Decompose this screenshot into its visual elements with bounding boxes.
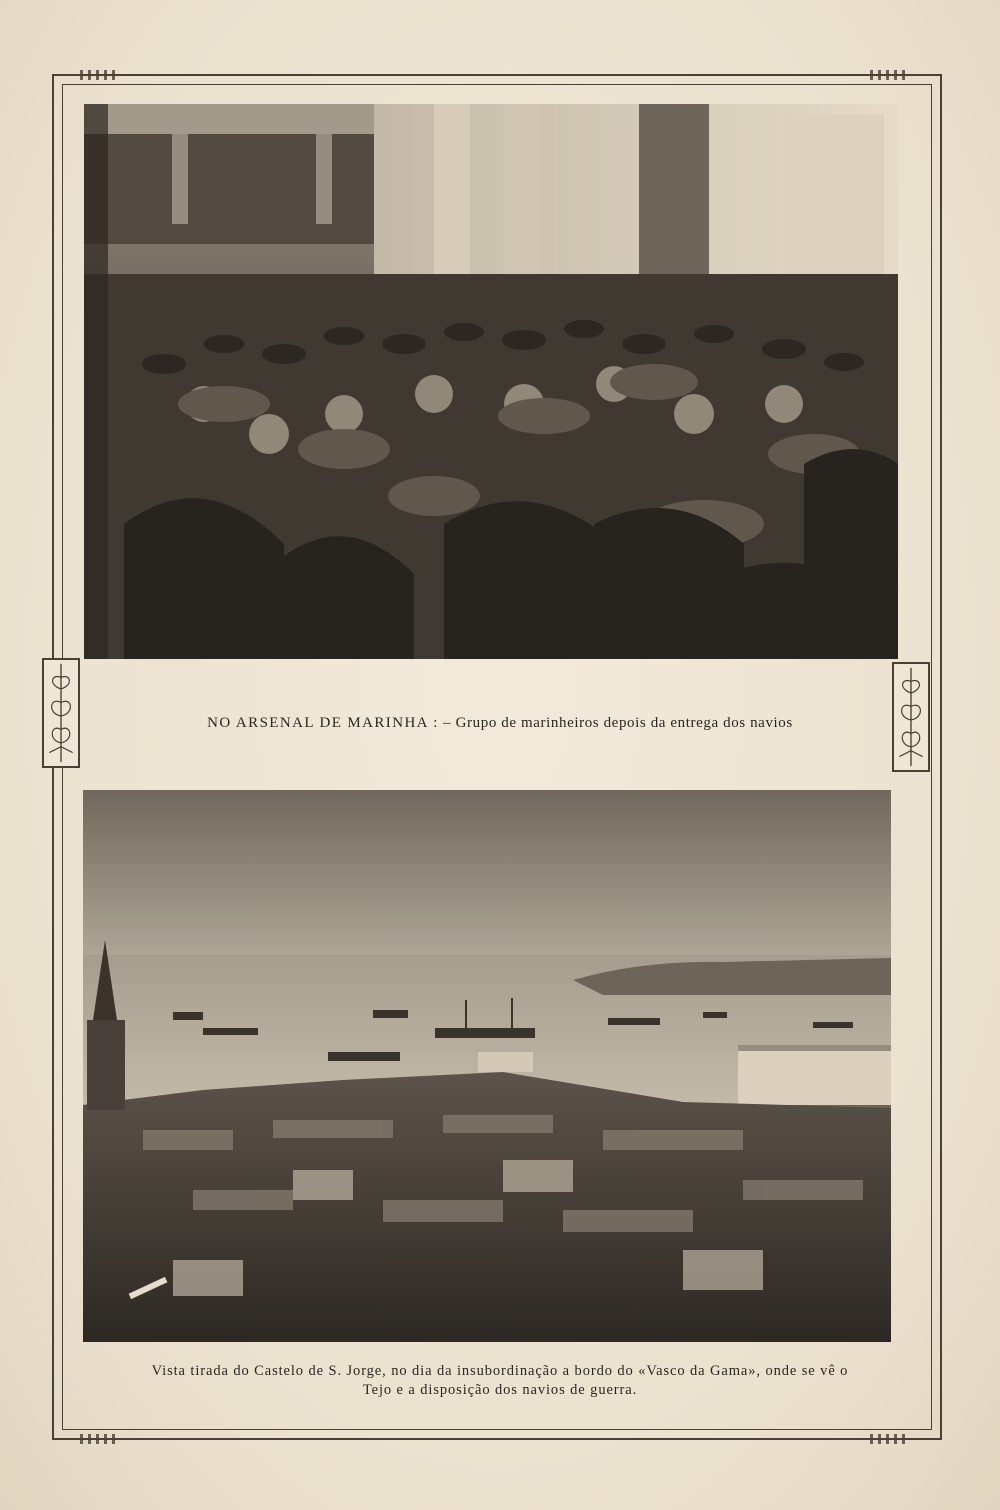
border-ornament-bottom-right bbox=[870, 1434, 910, 1444]
border-ornament-top-right bbox=[870, 70, 910, 80]
caption-text: – Grupo de marinheiros depois da entrega dos navios bbox=[443, 715, 793, 731]
lisbon-harbor-photo bbox=[83, 790, 891, 1342]
caption-title: NO ARSENAL DE MARINHA : bbox=[207, 715, 439, 731]
leaf-ornament-left bbox=[42, 658, 80, 768]
top-photo-caption bbox=[100, 715, 900, 732]
border-ornament-top-left bbox=[80, 70, 120, 80]
caption-line-2: Tejo e a disposição dos navios de guerra. bbox=[362, 1382, 638, 1398]
border-ornament-bottom-left bbox=[80, 1434, 120, 1444]
bottom-photo-caption bbox=[90, 1362, 910, 1400]
sailors-group-photo bbox=[84, 104, 898, 659]
caption-line-1: Vista tirada do Castelo de S. Jorge, no dia da insubordinação a bordo do «Vasco da Gama», onde se vê o bbox=[151, 1363, 849, 1379]
